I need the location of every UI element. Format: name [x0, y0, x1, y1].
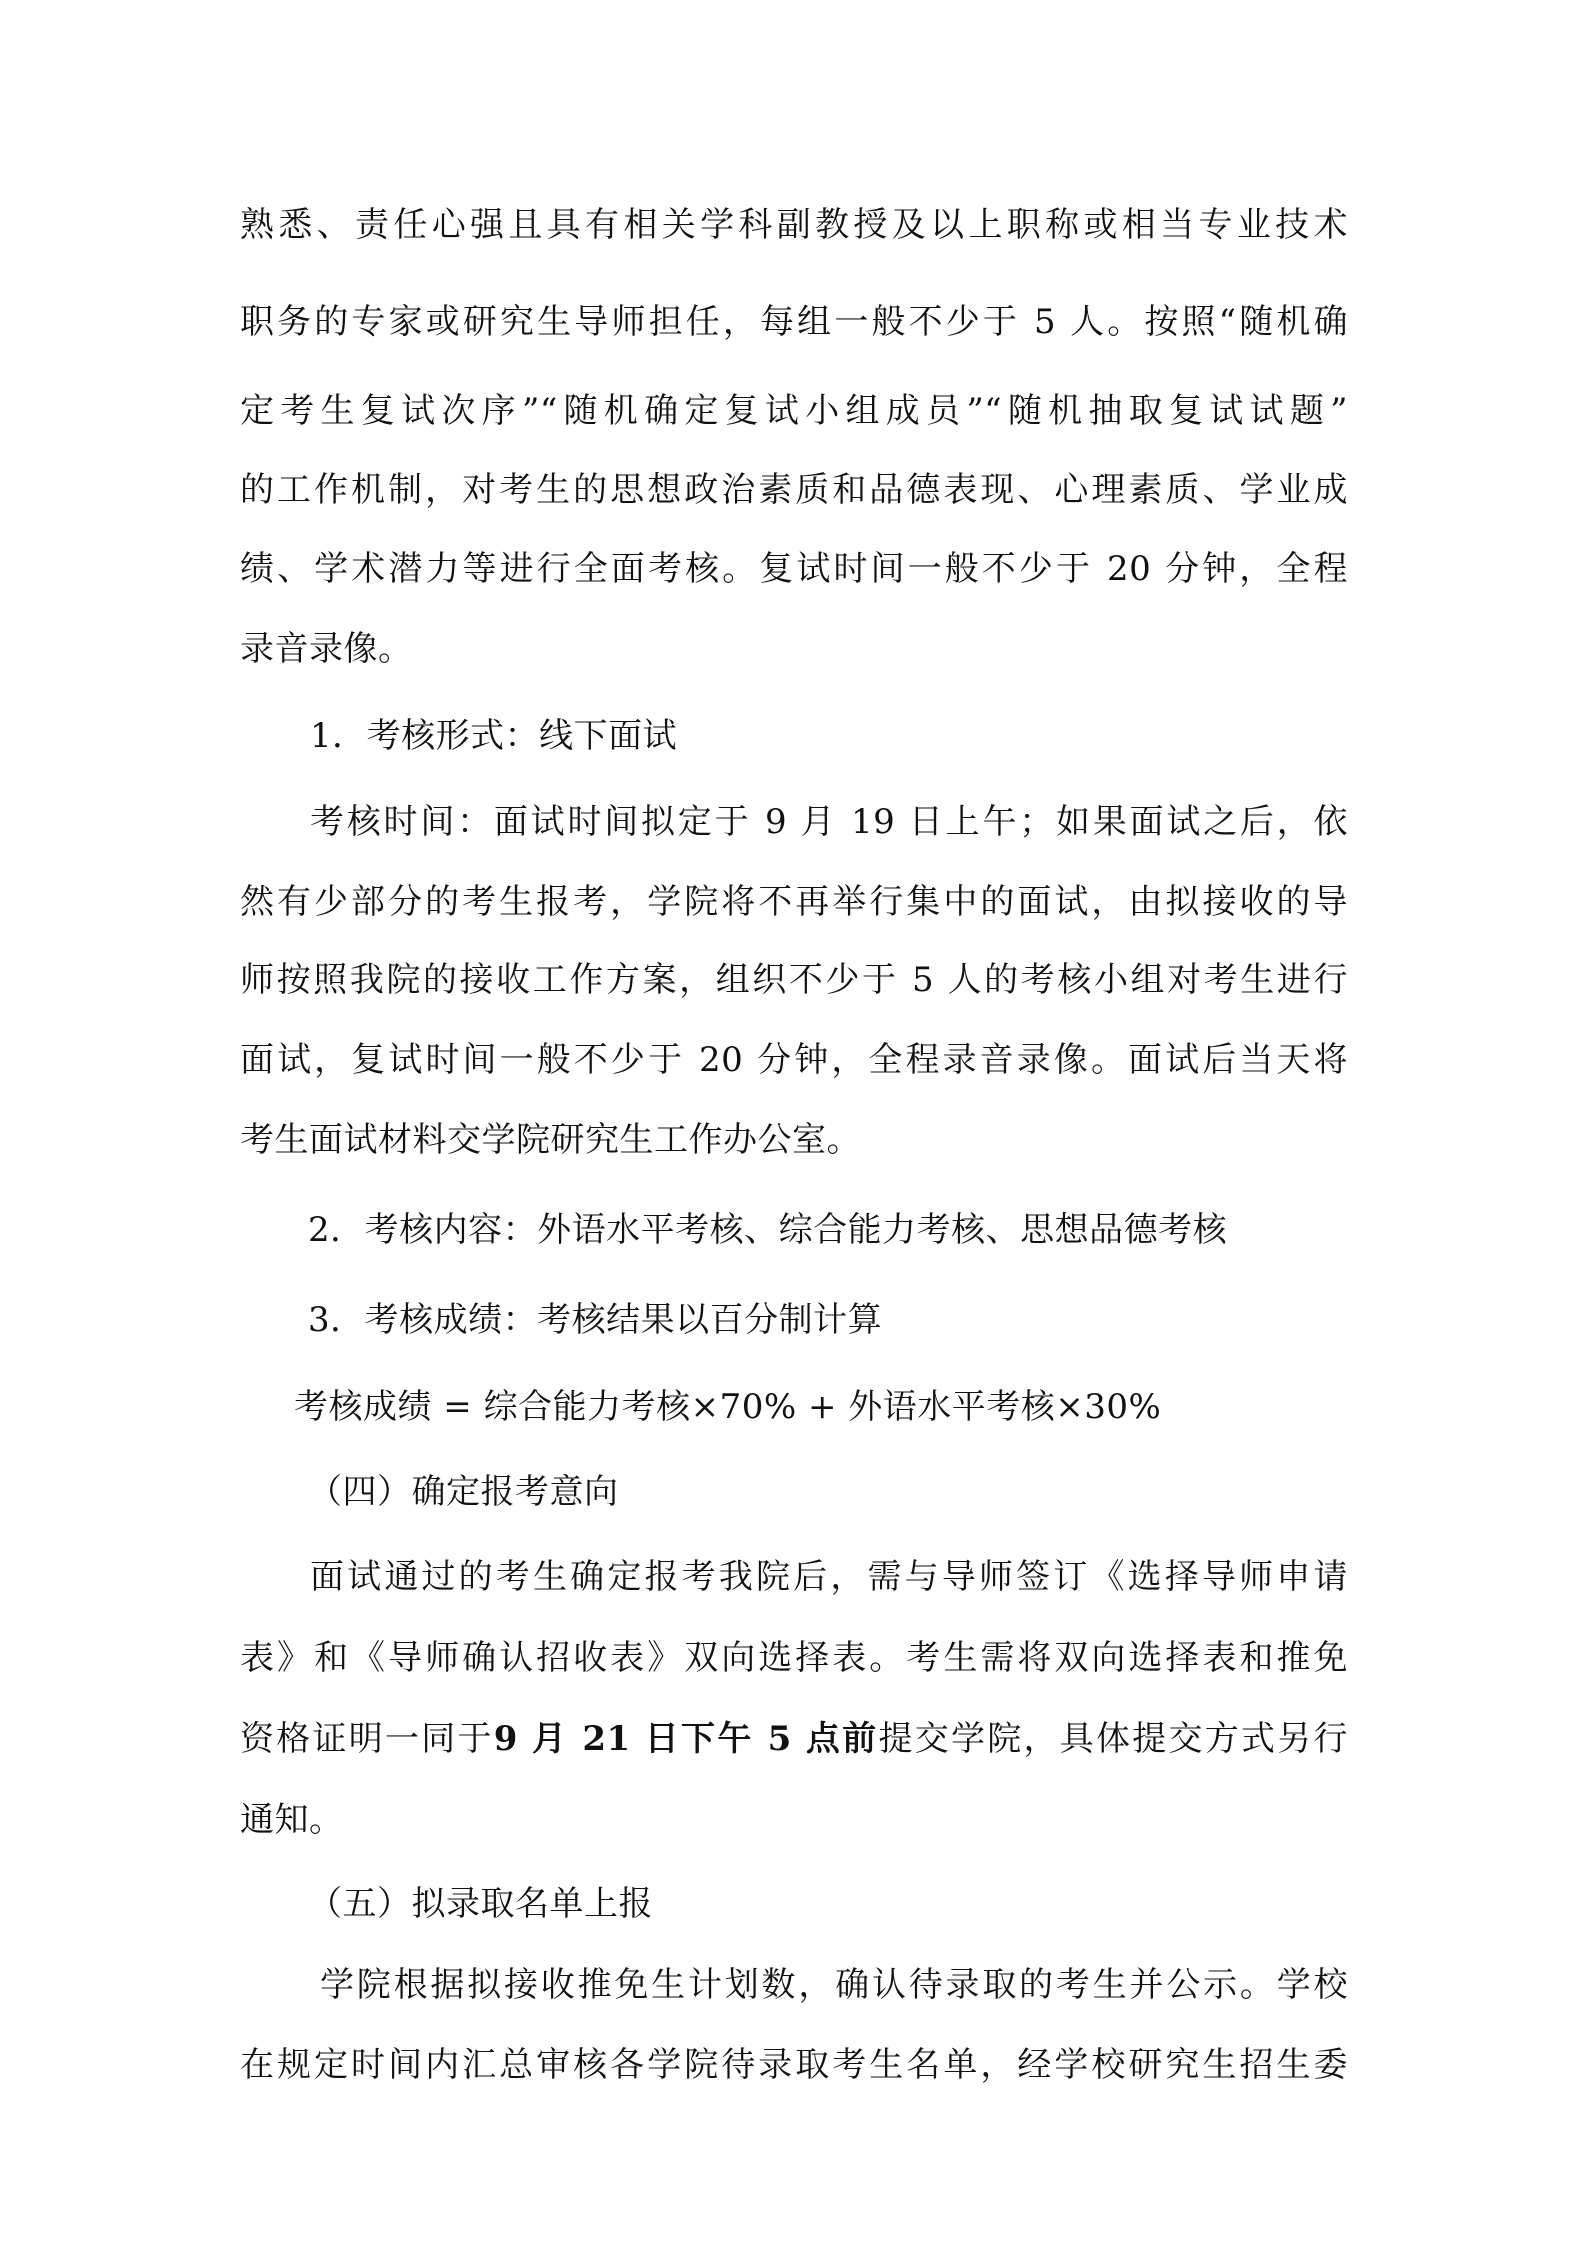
- section-heading-5: （五）拟录取名单上报: [308, 1884, 653, 1924]
- paragraph-line: 在规定时间内汇总审核各学院待录取考生名单，经学校研究生招生委: [240, 2045, 1348, 2085]
- paragraph-line: 的工作机制，对考生的思想政治素质和品德表现、心理素质、学业成: [240, 470, 1348, 510]
- paragraph-line: 考生面试材料交学院研究生工作办公室。: [240, 1120, 861, 1160]
- list-item-assessment-score: 3．考核成绩：考核结果以百分制计算: [308, 1300, 883, 1340]
- paragraph-line: 绩、学术潜力等进行全面考核。复试时间一般不少于 20 分钟，全程: [240, 549, 1348, 589]
- paragraph-line: 表》和《导师确认招收表》双向选择表。考生需将双向选择表和推免: [240, 1638, 1348, 1678]
- paragraph-line: 定考生复试次序”“随机确定复试小组成员”“随机抽取复试试题”: [240, 391, 1348, 431]
- deadline-emphasis: 9 月 21 日下午 5 点前: [493, 1719, 879, 1759]
- list-item-assessment-form: 1．考核形式：线下面试: [310, 716, 678, 756]
- paragraph-line: 考核时间：面试时间拟定于 9 月 19 日上午；如果面试之后，依: [310, 802, 1348, 842]
- paragraph-text: 提交学院，具体提交方式另行: [878, 1719, 1349, 1759]
- paragraph-line: 然有少部分的考生报考，学院将不再举行集中的面试，由拟接收的导: [240, 882, 1348, 922]
- paragraph-line: [240, 1719, 1348, 1759]
- paragraph-text: 资格证明一同于: [240, 1719, 494, 1759]
- list-item-assessment-content: 2．考核内容：外语水平考核、综合能力考核、思想品德考核: [308, 1210, 1228, 1250]
- section-heading-4: （四）确定报考意向: [308, 1472, 619, 1512]
- paragraph-line: 面试，复试时间一般不少于 20 分钟，全程录音录像。面试后当天将: [240, 1040, 1348, 1080]
- paragraph-line: 录音录像。: [240, 629, 413, 669]
- paragraph-line: 通知。: [240, 1800, 344, 1840]
- paragraph-line: 职务的专家或研究生导师担任，每组一般不少于 5 人。按照“随机确: [240, 302, 1348, 342]
- paragraph-line: 熟悉、责任心强且具有相关学科副教授及以上职称或相当专业技术: [240, 205, 1348, 245]
- paragraph-line: 师按照我院的接收工作方案，组织不少于 5 人的考核小组对考生进行: [240, 960, 1348, 1000]
- paragraph-line: 学院根据拟接收推免生计划数，确认待录取的考生并公示。学校: [320, 1965, 1348, 2005]
- paragraph-line: 面试通过的考生确定报考我院后，需与导师签订《选择导师申请: [310, 1557, 1348, 1597]
- score-formula: 考核成绩 = 综合能力考核×70% + 外语水平考核×30%: [294, 1387, 1162, 1427]
